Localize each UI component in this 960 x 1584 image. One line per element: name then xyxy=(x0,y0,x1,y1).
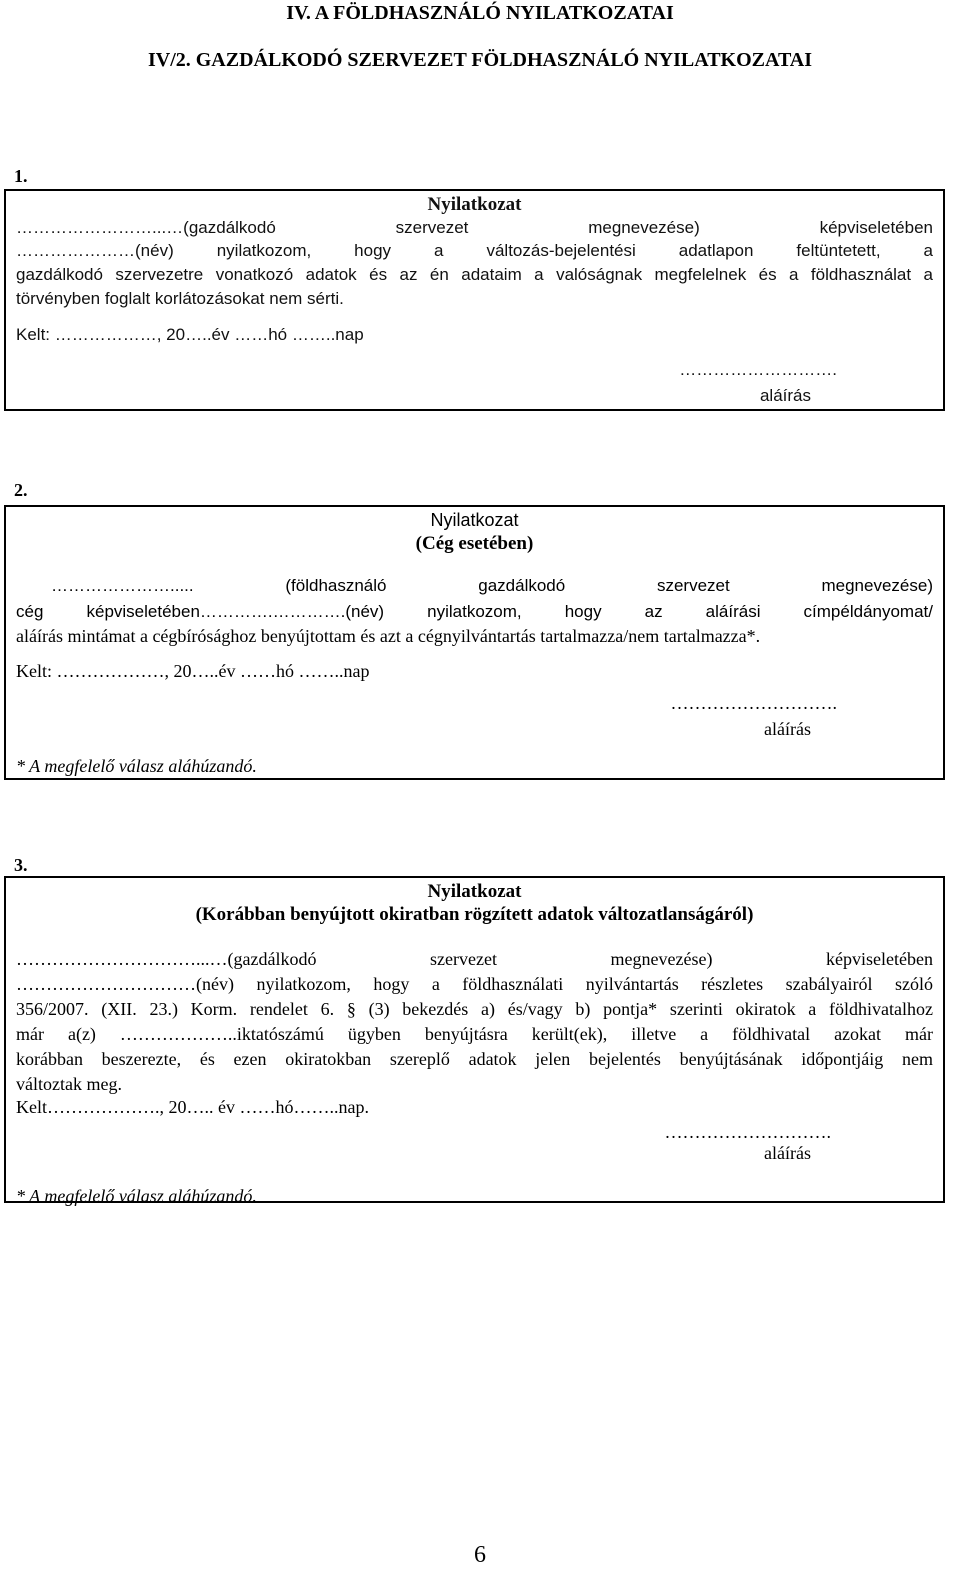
section-1-signature-line: ………………………. xyxy=(679,360,837,379)
section-1-line-3: gazdálkodó szervezetre vonatkozó adatok és az én adataim a valóságnak megfelelnek és a földhasználat a xyxy=(16,265,933,284)
section-3-line-3: 356/2007. (XII. 23.) Korm. rendelet 6. § (3) bekezdés a) és/vagy b) pontja* szerinti okiratok a földhivatalhoz xyxy=(16,999,933,1019)
section-2-line-2: cég képviseletében………….………….(név) nyilatkozom, hogy az aláírási címpéldányomat/ xyxy=(16,602,933,621)
section-2-line-1: …………………..... (földhasználó gazdálkodó szervezet megnevezése) xyxy=(51,576,933,595)
section-3-kelt: Kelt………………., 20….. év ……hó……..nap. xyxy=(16,1097,369,1117)
section-2-signature-label: aláírás xyxy=(764,719,811,739)
section-1-number: 1. xyxy=(14,166,28,186)
document-subtitle: IV/2. GAZDÁLKODÓ SZERVEZET FÖLDHASZNÁLÓ NYILATKOZATAI xyxy=(147,49,813,71)
section-1-kelt: Kelt: ………………, 20…..év ……hó ……..nap xyxy=(16,325,364,344)
section-1-title: Nyilatkozat xyxy=(427,194,522,215)
section-3-number: 3. xyxy=(14,855,28,875)
section-2-subtitle: (Cég esetében) xyxy=(415,533,534,554)
section-1-line-2: …………………(név) nyilatkozom, hogy a változás-bejelentési adatlapon feltüntetett, a xyxy=(16,241,933,260)
section-2-title: Nyilatkozat xyxy=(430,510,519,530)
section-3-signature-label: aláírás xyxy=(764,1143,811,1163)
section-2-kelt: Kelt: ………………, 20…..év ……hó ……..nap xyxy=(16,661,370,681)
section-3-line-4: már a(z) ………………..iktatószámú ügyben benyújtásra került(ek), illetve a földhivatal azokat már xyxy=(16,1024,933,1044)
section-3-line-6: változtak meg. xyxy=(16,1074,122,1094)
section-1-line-1: ……………………...…(gazdálkodó szervezet megnevezése) képviseletében xyxy=(16,218,933,237)
section-3-line-5: korábban beszerezte, és ezen okiratokban szereplő adatok jelen bejelentés benyújtásának időpontjáig nem xyxy=(16,1049,933,1069)
section-3-line-1: …………………………...…(gazdálkodó szervezet megnevezése) képviseletében xyxy=(16,949,933,969)
document-title: IV. A FÖLDHASZNÁLÓ NYILATKOZATAI xyxy=(286,2,674,24)
section-2-signature-line: ………………………. xyxy=(670,693,837,713)
section-3-subtitle: (Korábban benyújtott okiratban rögzített adatok változatlanságáról) xyxy=(195,904,754,925)
section-3-title: Nyilatkozat xyxy=(427,881,522,902)
section-2-box xyxy=(4,505,945,780)
section-3-footnote: * A megfelelő válasz aláhúzandó. xyxy=(16,1186,257,1206)
page-number: 6 xyxy=(474,1542,486,1568)
section-3-box xyxy=(4,876,945,1206)
section-1-line-4: törvényben foglalt korlátozásokat nem sérti. xyxy=(16,289,344,308)
section-2-footnote: * A megfelelő válasz aláhúzandó. xyxy=(16,756,257,776)
section-3-signature-line: ………………………. xyxy=(664,1122,831,1142)
section-2-line-3: aláírás mintámat a cégbírósághoz benyújtottam és azt a cégnyilvántartás tartalmazza/nem tartalmazza*. xyxy=(16,626,761,646)
section-1-box xyxy=(4,189,945,411)
section-2-number: 2. xyxy=(14,480,28,500)
section-3-line-2: …………………………(név) nyilatkozom, hogy a földhasználati nyilvántartás részletes szabályairól szóló xyxy=(16,974,933,994)
section-1-signature-label: aláírás xyxy=(759,386,811,405)
